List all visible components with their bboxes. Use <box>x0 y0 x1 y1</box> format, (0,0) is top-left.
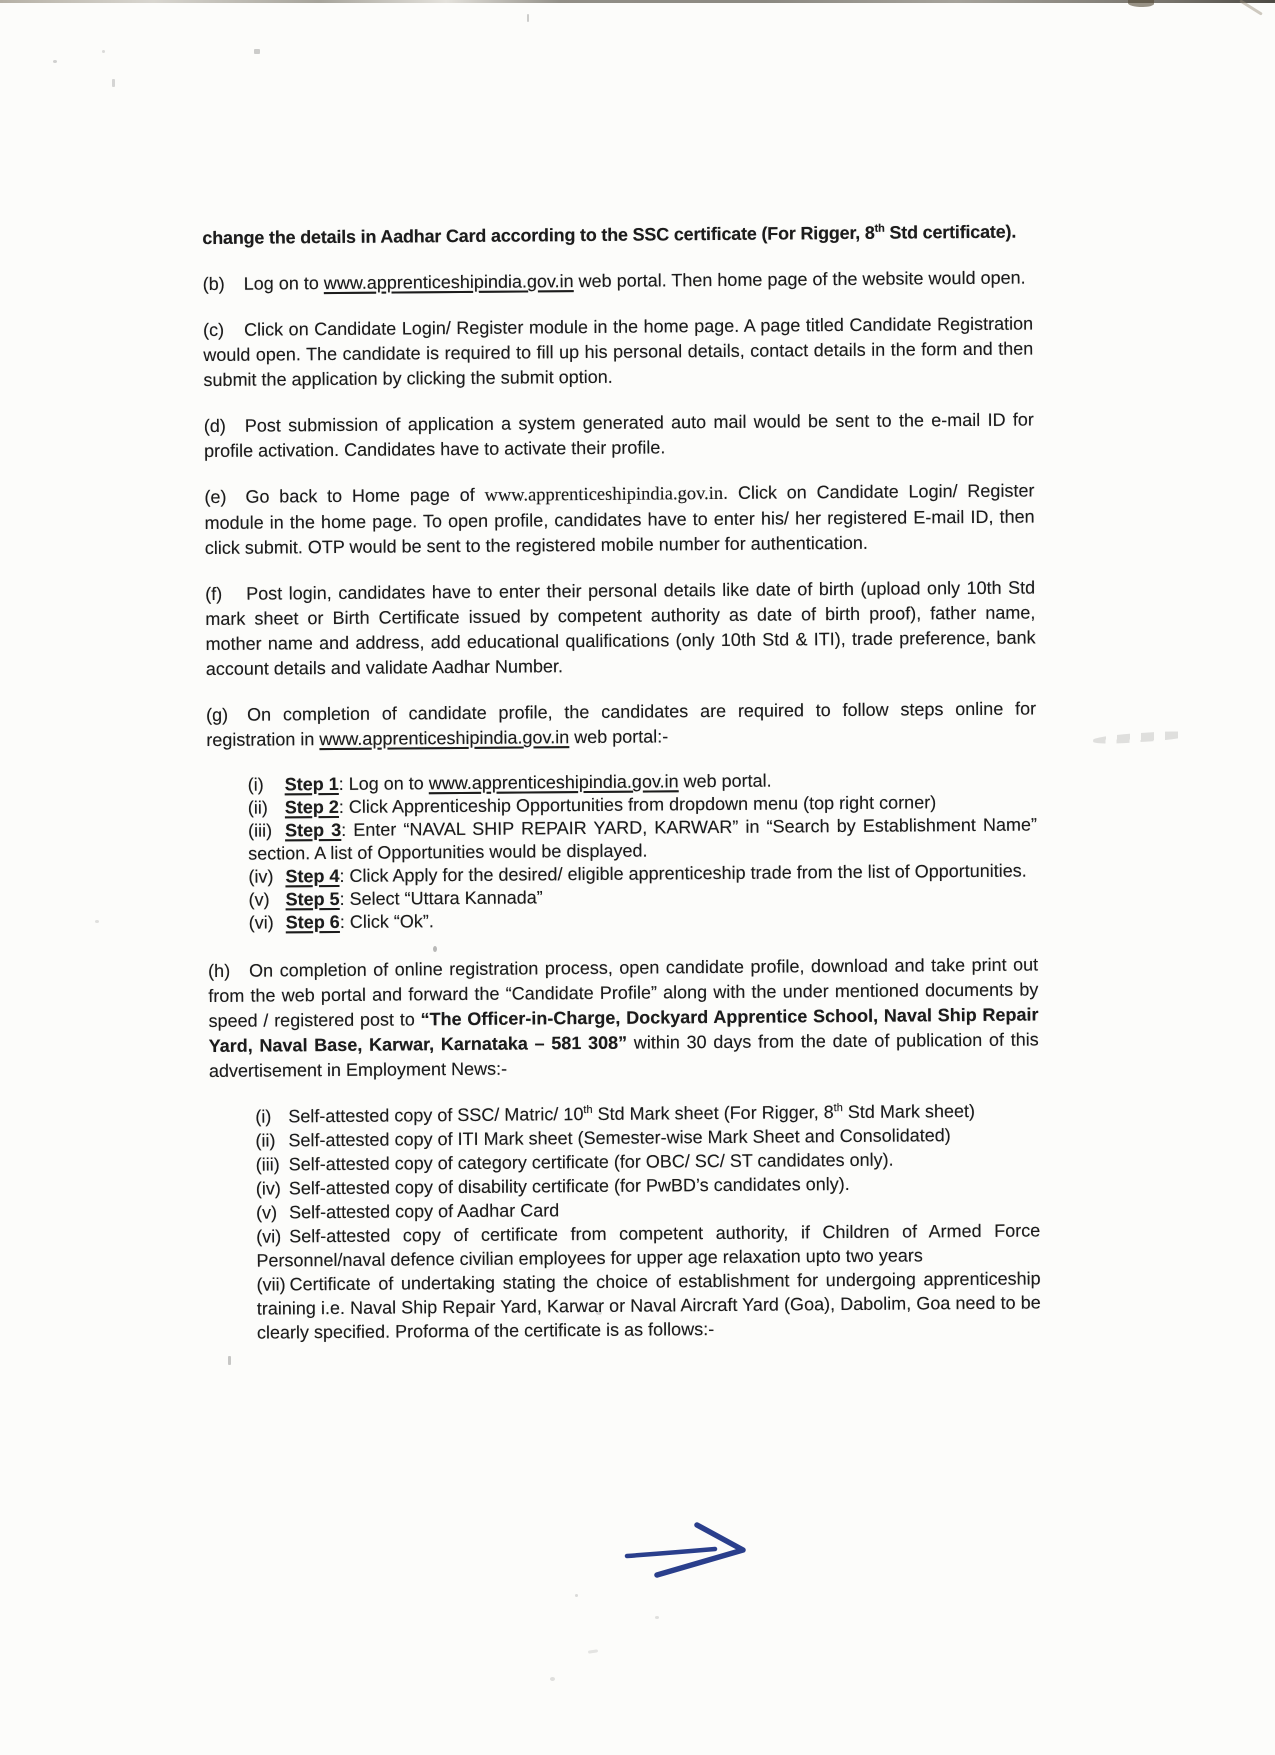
postal-address-bold: “The Officer-in-Charge, Dockyard Apprentice School, Naval Ship Repair Yard, Naval Base, Karwar, Karnataka – 581 308” <box>208 1004 1039 1056</box>
url-apprenticeshipindia: www.apprenticeshipindia.gov.in <box>319 727 570 750</box>
paragraph-text: On completion of candidate profile, the candidates are required to follow steps online for registration in <box>206 698 1037 751</box>
paragraph-text: . Click on Candidate Login/ Register module in the home page. To open profile, candidates have to enter his/ her registered E-mail ID, then click submit. OTP would be sent to the registered mobile number for authentication. <box>204 480 1035 559</box>
document-page <box>202 219 1041 1344</box>
paragraph-label: (g) <box>206 704 229 726</box>
document-item-6 <box>256 1218 1040 1272</box>
ink-speck <box>95 920 99 923</box>
url-apprenticeshipindia: www.apprenticeshipindia.gov.in <box>428 771 679 794</box>
step-numeral: (vi) <box>248 912 274 933</box>
scan-top-edge-artifact <box>0 0 1275 3</box>
document-numeral: (vii) <box>256 1274 286 1295</box>
document-text: Std Mark sheet (For Rigger, 8 <box>592 1102 834 1124</box>
superscript-ordinal: th <box>833 1102 843 1115</box>
superscript-ordinal: th <box>583 1103 593 1117</box>
paragraph-text: web portal:- <box>569 726 669 748</box>
document-text: Self-attested copy of certificate from competent authority, if Children of Armed Force Personnel/naval defence civilian employees for upper age relaxation upto two years <box>256 1220 1041 1271</box>
ink-speck <box>550 1677 555 1681</box>
steps-list <box>207 767 1038 935</box>
step-text: : Click Apply for the desired/ eligible apprenticeship trade from the list of Opportunities. <box>339 860 1027 886</box>
document-text: Std Mark sheet) <box>842 1100 975 1123</box>
step-text: web portal. <box>678 770 772 792</box>
paragraph-label: (d) <box>203 415 226 437</box>
intro-text: Std certificate). <box>884 221 1017 243</box>
paragraph-text: web portal. Then home page of the website would open. <box>573 267 1026 292</box>
paragraph-e <box>204 478 1035 561</box>
step-text: : Click Apprenticeship Opportunities from dropdown menu (top right corner) <box>338 792 937 817</box>
paragraph-c <box>203 311 1034 393</box>
document-numeral: (i) <box>255 1106 272 1127</box>
step-text: : Enter “NAVAL SHIP REPAIR YARD, KARWAR” in “Search by Establishment Name” section. A list of Opportunities would be displayed. <box>248 814 1038 864</box>
step-label: Step 3 <box>284 819 342 841</box>
handwritten-arrow-annotation <box>613 1512 763 1592</box>
paragraph-d <box>204 407 1034 464</box>
scan-top-blob-artifact <box>1128 0 1154 7</box>
step-label: Step 4 <box>285 865 340 887</box>
arrow-shaft <box>627 1549 715 1556</box>
document-numeral: (iv) <box>255 1178 281 1199</box>
paragraph-label: (b) <box>202 273 225 295</box>
document-numeral: (v) <box>255 1202 278 1223</box>
document-text: Self-attested copy of ITI Mark sheet (Semester-wise Mark Sheet and Consolidated) <box>288 1125 951 1151</box>
superscript-ordinal: th <box>874 222 885 235</box>
paragraph-label: (h) <box>208 960 231 981</box>
ink-speck <box>228 1356 231 1365</box>
step-numeral: (i) <box>247 774 264 795</box>
step-numeral: (iii) <box>247 820 273 841</box>
paragraph-f <box>205 575 1036 682</box>
step-label: Step 5 <box>285 888 340 910</box>
paragraph-label: (f) <box>205 583 223 605</box>
step-numeral: (ii) <box>247 797 268 818</box>
paragraph-text: within 30 days from the date of publication of this advertisement in Employment News:- <box>208 1029 1039 1081</box>
document-text: Self-attested copy of disability certificate (for PwBD’s candidates only). <box>288 1173 850 1199</box>
document-numeral: (ii) <box>255 1130 276 1151</box>
step-label: Step 1 <box>284 773 339 795</box>
step-numeral: (iv) <box>248 866 274 887</box>
ink-speck <box>575 1594 578 1597</box>
document-text: Certificate of undertaking stating the choice of establishment for undergoing apprenticeship training i.e. Naval Ship Repair Yard, Karwar or Naval Aircraft Yard (Goa), Dabolim, Goa need to be clearly specified. Proforma of the certificate is as follows:- <box>256 1268 1041 1343</box>
document-numeral: (iii) <box>255 1154 280 1175</box>
paragraph-text: On completion of online registration process, open candidate profile, download and take print out from the web portal and forward the “Candidate Profile” along with the under mentioned documents by speed / registered post to <box>208 954 1039 1031</box>
step-item-3 <box>248 813 1037 865</box>
paragraph-text: Click on Candidate Login/ Register module in the home page. A page titled Candidate Registration would open. The candidate is required to fill up his personal details, contact details in the form and then submit the application by clicking the submit option. <box>203 313 1034 391</box>
document-text: Self-attested copy of Aadhar Card <box>288 1200 560 1223</box>
paragraph-text: Go back to Home page of <box>245 484 485 507</box>
document-numeral: (vi) <box>256 1226 282 1247</box>
document-text: Self-attested copy of SSC/ Matric/ 10 <box>288 1104 584 1127</box>
url-apprenticeshipindia-serif: www.apprenticeshipindia.gov.in <box>484 483 724 506</box>
step-label: Step 2 <box>284 796 339 818</box>
paragraph-text: Post login, candidates have to enter their personal details like date of birth (upload only 10th Std mark sheet or Birth Certificate issued by competent authority as date of birth proof), father name, mother name and address, add educational qualifications (only 10th Std & ITI), trade preference, bank account details and validate Aadhar Number. <box>205 577 1036 680</box>
paragraph-h <box>208 952 1039 1084</box>
paragraph-text: Post submission of application a system generated auto mail would be sent to the e-mail ID for profile activation. Candidates have to activate their profile. <box>203 409 1034 462</box>
step-text: : Click “Ok”. <box>339 911 434 932</box>
step-item-6 <box>249 905 1038 934</box>
ink-speck <box>53 60 57 63</box>
paragraph-g <box>206 696 1036 753</box>
scan-smudge <box>1093 730 1189 746</box>
documents-list <box>255 1098 1041 1344</box>
step-numeral: (v) <box>248 889 270 910</box>
ink-speck <box>102 50 105 53</box>
paragraph-intro <box>202 219 1032 251</box>
step-text: : Select “Uttara Kannada” <box>339 887 543 909</box>
document-item-7 <box>257 1266 1042 1344</box>
intro-text: change the details in Aadhar Card according to the SSC certificate (For Rigger, 8 <box>202 222 875 249</box>
step-text: : Log on to <box>338 773 429 794</box>
url-apprenticeshipindia: www.apprenticeshipindia.gov.in <box>323 271 574 294</box>
paragraph-text: Log on to <box>243 273 324 294</box>
step-label: Step 6 <box>285 911 340 933</box>
document-text: Self-attested copy of category certificate (for OBC/ SC/ ST candidates only). <box>288 1149 894 1175</box>
paragraph-label: (e) <box>204 486 227 508</box>
ink-speck <box>254 49 260 54</box>
ink-speck <box>588 1649 598 1653</box>
ink-speck <box>527 14 529 22</box>
paragraph-b <box>203 265 1033 297</box>
paragraph-label: (c) <box>203 319 225 341</box>
ink-speck <box>655 1616 659 1619</box>
ink-speck <box>112 79 115 87</box>
